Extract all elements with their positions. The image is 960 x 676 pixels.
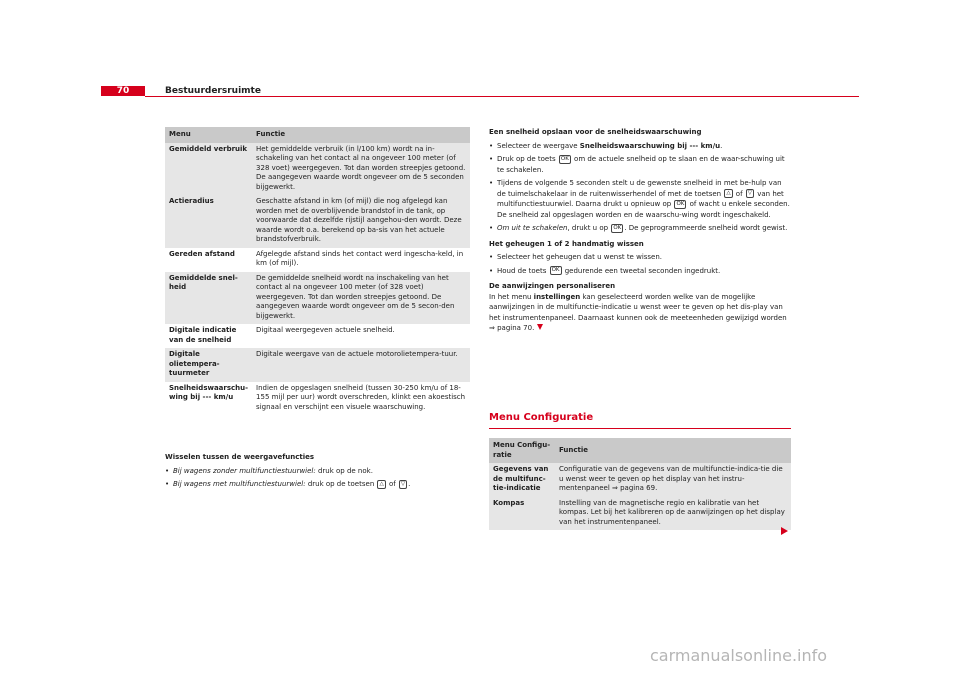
list-item-text: druk op de toetsen (305, 480, 377, 488)
section-heading: Wisselen tussen de weergavefuncties (165, 453, 315, 461)
menu-cell: Digitale indicatie van de snelheid (169, 326, 237, 344)
list-item-text: . (408, 480, 411, 488)
list-item (489, 223, 791, 234)
list-item-text: of (386, 480, 398, 488)
table-row (489, 497, 791, 531)
section-end-icon (537, 324, 543, 330)
display-switch-section (165, 452, 470, 490)
header-rule (145, 96, 859, 97)
section-heading: Het geheugen 1 of 2 handmatig wissen (489, 239, 644, 248)
ok-key-icon: OK (613, 224, 622, 231)
list-item-text: van het multifunctiestuurwiel. Daarna drukt u opnieuw op (497, 189, 784, 208)
menu-cell: Actieradius (169, 197, 214, 205)
list-item (489, 178, 791, 220)
list-item-text: , drukt u op (567, 224, 611, 232)
list-item-text: of wacht u enkele seconden. De snelheid zal opgeslagen worden en de waarschu-wing wordt ingeschakeld. (497, 200, 790, 219)
table-row (165, 348, 470, 382)
list-item-emphasis: Om uit te schakelen (497, 224, 568, 232)
list-item-text: Tijdens de volgende 5 seconden stelt u de gewenste snelheid in met be-hulp van de tuimelschakelaar in de ruitenwisserhendel of met de toetsen (497, 179, 782, 198)
list-item-text: Druk op de toets (497, 155, 558, 163)
menu-cell: Gemiddelde snel-heid (169, 273, 238, 291)
function-cell: Het gemiddelde verbruik (in l/100 km) wordt na in-schakeling van het contact al na ongeveer 100 meter (of 328 voet) weergegeven. Tot dan worden streepjes getoond. De aangegeven waarde wordt ongeveer om de 5 seconden bijgewerkt. (256, 144, 466, 191)
menu-configuratie-heading: Menu Configuratie (489, 411, 791, 429)
function-cell: De gemiddelde snelheid wordt na inschakeling van het contact al na ongeveer 100 meter (of 328 voet) weergegeven. Tot dan worden streepjes getoond. De aangegeven waarde wordt ongeveer om de 5 secon-den bijgewerkt. (256, 273, 455, 320)
page-title: Bestuurdersruimte (165, 86, 261, 96)
table-row (165, 195, 470, 248)
table-row (165, 272, 470, 325)
down-key-icon: ▽ (747, 190, 752, 196)
section-heading: Een snelheid opslaan voor de snelheidswaarschuwing (489, 128, 702, 136)
menu-cell: Gereden afstand (169, 249, 235, 258)
paragraph (489, 292, 791, 334)
table-header-row (165, 127, 470, 143)
ok-key-icon: OK (551, 267, 560, 273)
list-item-text: Houd de toets (497, 266, 549, 275)
continue-arrow-icon (781, 527, 788, 535)
section-heading: De aanwijzingen personaliseren (489, 282, 616, 290)
list-item: • Selecteer het geheugen dat u wenst te wissen. (489, 252, 791, 263)
down-key-icon: ▽ (400, 480, 406, 487)
menu-cell: Gegevens van de multifunc-tie-indicatie (493, 465, 549, 492)
list-item (165, 479, 470, 490)
function-cell: Digitaal weergegeven actuele snelheid. (256, 326, 395, 334)
function-cell: Indien de opgeslagen snelheid (tussen 30-250 km/u of 18-155 mijl per uur) wordt overschreden, klinkt een akoestisch signaal en verschijnt een visuele waarschuwing. (256, 383, 466, 411)
function-cell: Configuratie van de gegevens van de multifunctie-indica-tie die u wenst weer te geven op het display van het instru-mentenpaneel ⇒ pagina 69. (559, 465, 783, 492)
paragraph-text: kan geselecteerd worden welke van de mogelijke aanwijzingen in de multifunctie-indicatie u wenst weer te geven op het dis-play van het instrumentenpaneel. Daarnaast kunnen ook de meeteenheden gewijzigd worden ⇒ pagina 70. (489, 292, 787, 332)
function-cell: Instelling van de magnetische regio en kalibratie van het kompas. Let bij het kalibreren op de aanwijzingen op het display van het instrumentenpaneel. (559, 498, 785, 526)
list-item-text: gedurende een tweetal seconden ingedrukt. (562, 266, 721, 275)
function-cell: Afgelegde afstand sinds het contact werd ingescha-keld, in km (of mijl). (256, 249, 464, 267)
column-header-menu: Menu Configu-ratie (493, 441, 551, 459)
list-item-text: Selecteer de weergave (497, 141, 580, 150)
list-item (489, 141, 791, 152)
paragraph-text: In het menu (489, 292, 534, 301)
column-header-functie: Functie (559, 445, 589, 454)
table-row (165, 324, 470, 348)
menu-cell: Snelheidswaarschu-wing bij --- km/u (169, 383, 249, 401)
list-item-text: om de actuele snelheid op te slaan en de waar-schuwing uit te schakelen. (497, 155, 785, 174)
list-item-text: druk op de nok. (315, 466, 373, 475)
column-header-functie: Functie (256, 130, 286, 138)
table-row (165, 382, 470, 416)
ok-key-icon: OK (676, 200, 685, 207)
list-item-text: of (733, 189, 745, 198)
up-key-icon: △ (379, 480, 384, 487)
table-row (165, 143, 470, 196)
list-item-text: . (720, 141, 723, 150)
menu-cell: Digitale olietempera-tuurmeter (169, 350, 220, 377)
menu-function-table (165, 127, 470, 415)
list-item-emphasis: Snelheidswaarschuwing bij --- km/u (579, 141, 721, 150)
up-key-icon: △ (726, 190, 731, 196)
page-number: 70 (101, 86, 145, 96)
list-item (165, 466, 470, 477)
paragraph-emphasis: instellingen (533, 292, 581, 301)
list-item (489, 266, 791, 277)
table-row (165, 248, 470, 272)
table-header-row (489, 438, 791, 463)
menu-cell: Gemiddeld verbruik (169, 144, 248, 153)
table-row (489, 463, 791, 497)
right-column (489, 127, 791, 334)
list-item (489, 154, 791, 175)
function-cell: Geschatte afstand in km (of mijl) die nog afgelegd kan worden met de overblijvende brandstof in de tank, op voorwaarde dat dezelfde rijstijl aangehou-den wordt. Deze waarde wordt o.a. berekend op ba-sis van het actuele brandstofverbruik. (256, 197, 462, 243)
watermark: carmanualsonline.info (650, 646, 828, 665)
column-header-menu: Menu (169, 130, 191, 138)
menu-configuratie-table (489, 438, 791, 530)
list-item-text: . De geprogrammeerde snelheid wordt gewist. (624, 224, 788, 232)
menu-cell: Kompas (493, 498, 525, 507)
ok-key-icon: OK (560, 155, 569, 162)
function-cell: Digitale weergave van de actuele motorolietempera-tuur. (256, 350, 458, 358)
list-item-condition: Bij wagens met multifunctiestuurwiel: (173, 480, 306, 488)
list-item-condition: Bij wagens zonder multifunctiestuurwiel: (173, 466, 316, 475)
